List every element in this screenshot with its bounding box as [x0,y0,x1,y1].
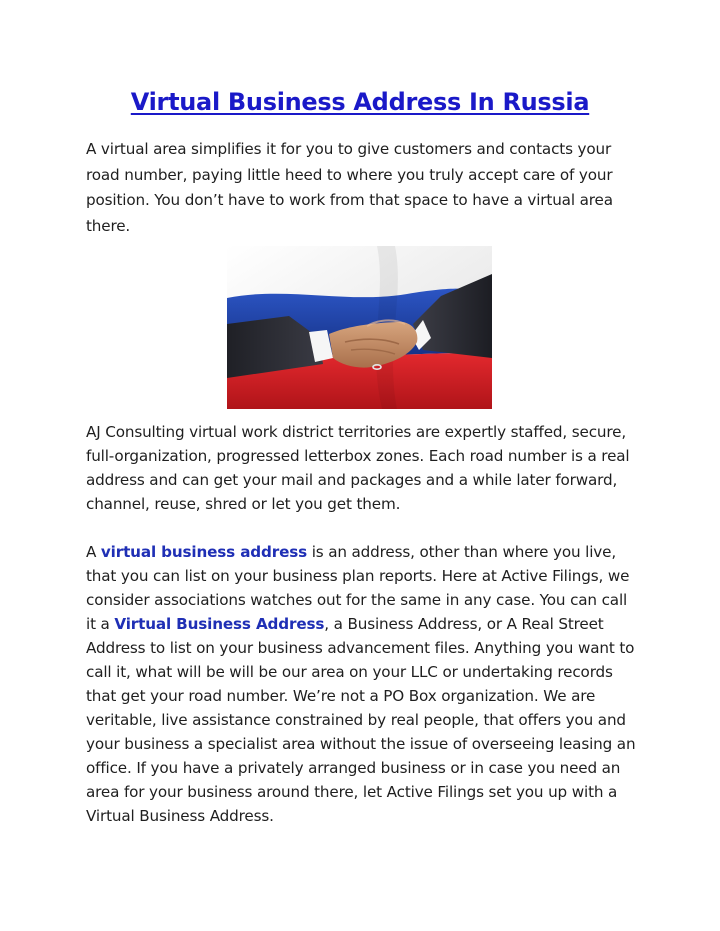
details-paragraph [86,540,636,828]
page-title [0,86,720,118]
details-text-3: , a Business Address, or A Real Street Address to list on your business advancement files. Anything you want to call it, what will be will be our area on your LLC or undertaking records that get your road number. We’re not a PO Box organization. We are veritable, live assistance constrained by real people, that offers you and your business a specialist area without the issue of overseeing leasing an office. If you have a privately arranged business or in case you need an area for your business around there, let Active Filings set you up with a Virtual Business Address. [86,615,636,825]
services-paragraph: AJ Consulting virtual work district territories are expertly staffed, secure, full-organization, progressed letterbox zones. Each road number is a real address and can get your mail and packages and a while later forward, channel, reuse, shred or let you get them. [86,423,630,513]
virtual-business-address-link[interactable]: virtual business address [100,543,308,561]
intro-paragraph: A virtual area simplifies it for you to give customers and contacts your road number, paying little heed to where you truly accept care of your position. You don’t have to work from that space to have a virtual area there. [86,140,613,235]
details-text-2: is an address, other than where you live, that you can list on your business plan reports. Here at Active Filings, we consider associations watches out for the same in any case. You can call it a [86,543,630,633]
title-link[interactable]: Virtual Business Address In Russia [130,88,590,116]
handshake-russian-flag-photo [227,246,492,409]
details-text-1: A [86,543,101,561]
virtual-business-address-bold-link[interactable]: Virtual Business Address [114,615,325,633]
